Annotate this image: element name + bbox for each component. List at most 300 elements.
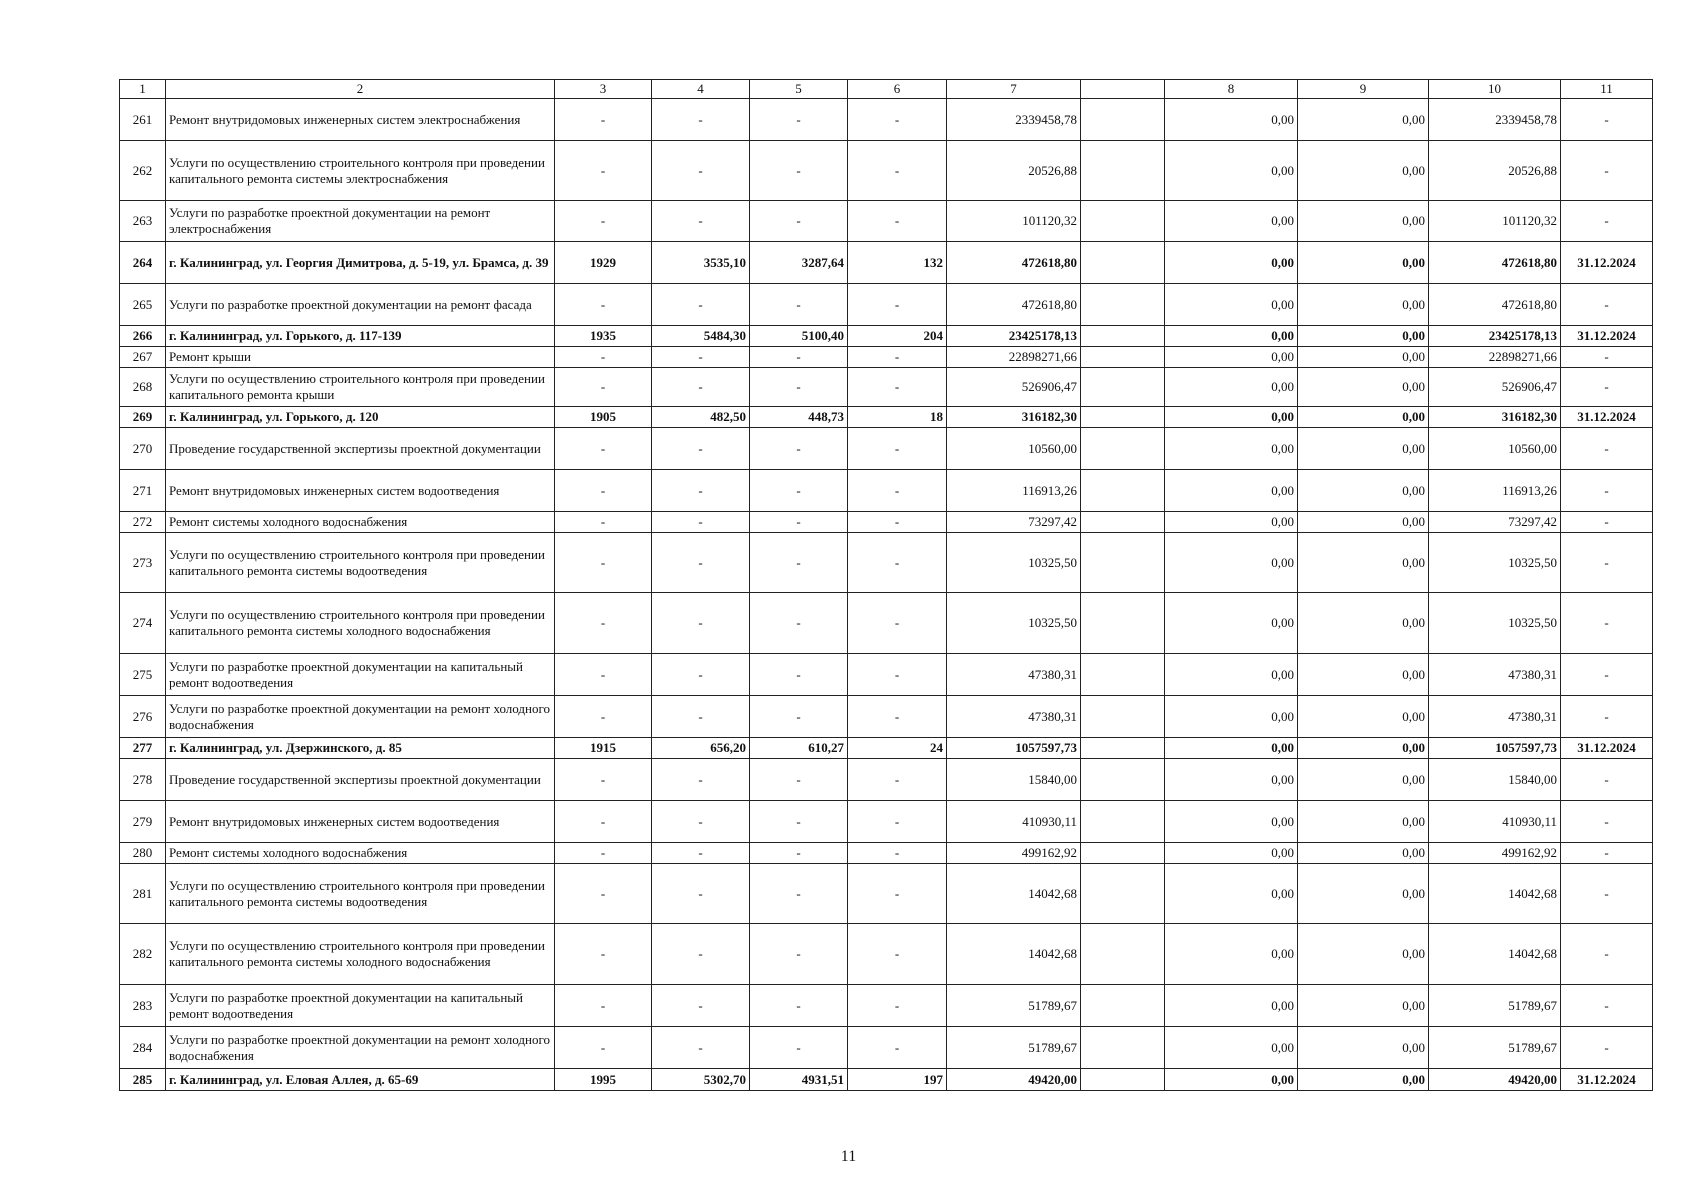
- col5-cell: -: [750, 924, 848, 985]
- col5-cell: -: [750, 593, 848, 654]
- col9-cell: 0,00: [1298, 284, 1429, 326]
- col9-cell: 0,00: [1298, 654, 1429, 696]
- col3-cell: -: [555, 512, 652, 533]
- col3-cell: -: [555, 801, 652, 843]
- table-row: [120, 407, 1653, 428]
- col5-cell: -: [750, 99, 848, 141]
- col4-cell: -: [652, 99, 750, 141]
- col3-cell: -: [555, 347, 652, 368]
- col6-cell: 197: [848, 1069, 947, 1091]
- table-row: [120, 533, 1653, 593]
- col10-cell: 47380,31: [1429, 654, 1561, 696]
- col9-cell: 0,00: [1298, 428, 1429, 470]
- col8-cell: 0,00: [1165, 368, 1298, 407]
- col9-cell: 0,00: [1298, 759, 1429, 801]
- table-row: [120, 1069, 1653, 1091]
- col11-cell: -: [1561, 470, 1653, 512]
- col8-cell: 0,00: [1165, 924, 1298, 985]
- col8-cell: 0,00: [1165, 654, 1298, 696]
- col4-cell: -: [652, 512, 750, 533]
- col8-cell: 0,00: [1165, 864, 1298, 924]
- col11-cell: -: [1561, 801, 1653, 843]
- col11-cell: 31.12.2024: [1561, 1069, 1653, 1091]
- col6-cell: -: [848, 759, 947, 801]
- table-row: [120, 347, 1653, 368]
- col7b-cell: [1081, 1027, 1165, 1069]
- header-cell: [1081, 80, 1165, 99]
- col9-cell: 0,00: [1298, 801, 1429, 843]
- col4-cell: -: [652, 368, 750, 407]
- col10-cell: 14042,68: [1429, 924, 1561, 985]
- description-cell: Ремонт крыши: [166, 347, 555, 368]
- col10-cell: 2339458,78: [1429, 99, 1561, 141]
- header-cell: 2: [166, 80, 555, 99]
- header-cell: 1: [120, 80, 166, 99]
- col6-cell: -: [848, 654, 947, 696]
- col6-cell: -: [848, 985, 947, 1027]
- col7b-cell: [1081, 864, 1165, 924]
- col7-cell: 51789,67: [947, 985, 1081, 1027]
- row-number-cell: 271: [120, 470, 166, 512]
- col7-cell: 526906,47: [947, 368, 1081, 407]
- col4-cell: 482,50: [652, 407, 750, 428]
- table-row: [120, 284, 1653, 326]
- col3-cell: -: [555, 843, 652, 864]
- col11-cell: 31.12.2024: [1561, 407, 1653, 428]
- table-row: [120, 759, 1653, 801]
- row-number-cell: 275: [120, 654, 166, 696]
- table-row: [120, 470, 1653, 512]
- row-number-cell: 264: [120, 242, 166, 284]
- col6-cell: -: [848, 864, 947, 924]
- description-cell: Услуги по осуществлению строительного контроля при проведении капитального ремонта системы холодного водоснабжения: [166, 924, 555, 985]
- table-row: [120, 242, 1653, 284]
- description-cell: Ремонт системы холодного водоснабжения: [166, 512, 555, 533]
- col7-cell: 499162,92: [947, 843, 1081, 864]
- col7b-cell: [1081, 696, 1165, 738]
- row-number-cell: 281: [120, 864, 166, 924]
- col5-cell: -: [750, 428, 848, 470]
- col7-cell: 2339458,78: [947, 99, 1081, 141]
- col4-cell: -: [652, 593, 750, 654]
- description-cell: Услуги по осуществлению строительного контроля при проведении капитального ремонта системы водоотведения: [166, 533, 555, 593]
- row-number-cell: 263: [120, 201, 166, 242]
- col3-cell: -: [555, 368, 652, 407]
- col10-cell: 101120,32: [1429, 201, 1561, 242]
- col11-cell: -: [1561, 99, 1653, 141]
- col6-cell: -: [848, 593, 947, 654]
- col4-cell: -: [652, 284, 750, 326]
- table-row: [120, 924, 1653, 985]
- col9-cell: 0,00: [1298, 347, 1429, 368]
- col6-cell: -: [848, 696, 947, 738]
- table-row: [120, 428, 1653, 470]
- table-row: [120, 201, 1653, 242]
- row-number-cell: 274: [120, 593, 166, 654]
- col11-cell: -: [1561, 512, 1653, 533]
- col8-cell: 0,00: [1165, 512, 1298, 533]
- row-number-cell: 278: [120, 759, 166, 801]
- col3-cell: 1905: [555, 407, 652, 428]
- col5-cell: -: [750, 1027, 848, 1069]
- col7b-cell: [1081, 141, 1165, 201]
- col11-cell: -: [1561, 1027, 1653, 1069]
- description-cell: Ремонт внутридомовых инженерных систем электроснабжения: [166, 99, 555, 141]
- col10-cell: 47380,31: [1429, 696, 1561, 738]
- col6-cell: -: [848, 368, 947, 407]
- col9-cell: 0,00: [1298, 242, 1429, 284]
- col8-cell: 0,00: [1165, 347, 1298, 368]
- col8-cell: 0,00: [1165, 843, 1298, 864]
- row-number-cell: 282: [120, 924, 166, 985]
- col7-cell: 10325,50: [947, 533, 1081, 593]
- col7b-cell: [1081, 533, 1165, 593]
- col9-cell: 0,00: [1298, 533, 1429, 593]
- col5-cell: -: [750, 759, 848, 801]
- col8-cell: 0,00: [1165, 284, 1298, 326]
- description-cell: Услуги по осуществлению строительного контроля при проведении капитального ремонта системы холодного водоснабжения: [166, 593, 555, 654]
- col7b-cell: [1081, 407, 1165, 428]
- col5-cell: -: [750, 470, 848, 512]
- col5-cell: 4931,51: [750, 1069, 848, 1091]
- col7b-cell: [1081, 201, 1165, 242]
- col5-cell: -: [750, 864, 848, 924]
- col7-cell: 23425178,13: [947, 326, 1081, 347]
- col10-cell: 10325,50: [1429, 533, 1561, 593]
- row-number-cell: 261: [120, 99, 166, 141]
- col3-cell: -: [555, 924, 652, 985]
- col4-cell: -: [652, 1027, 750, 1069]
- col3-cell: -: [555, 201, 652, 242]
- col7b-cell: [1081, 428, 1165, 470]
- col7-cell: 49420,00: [947, 1069, 1081, 1091]
- description-cell: г. Калининград, ул. Еловая Аллея, д. 65-69: [166, 1069, 555, 1091]
- table-row: [120, 843, 1653, 864]
- col9-cell: 0,00: [1298, 696, 1429, 738]
- row-number-cell: 279: [120, 801, 166, 843]
- col7-cell: 22898271,66: [947, 347, 1081, 368]
- table-row: [120, 141, 1653, 201]
- col9-cell: 0,00: [1298, 738, 1429, 759]
- col7-cell: 116913,26: [947, 470, 1081, 512]
- col11-cell: -: [1561, 368, 1653, 407]
- row-number-cell: 284: [120, 1027, 166, 1069]
- col9-cell: 0,00: [1298, 201, 1429, 242]
- col7b-cell: [1081, 738, 1165, 759]
- col6-cell: 24: [848, 738, 947, 759]
- col11-cell: -: [1561, 347, 1653, 368]
- col3-cell: 1995: [555, 1069, 652, 1091]
- col10-cell: 472618,80: [1429, 242, 1561, 284]
- col7b-cell: [1081, 843, 1165, 864]
- col10-cell: 20526,88: [1429, 141, 1561, 201]
- col3-cell: -: [555, 985, 652, 1027]
- col6-cell: -: [848, 99, 947, 141]
- col5-cell: -: [750, 696, 848, 738]
- register-table: [119, 79, 1653, 1091]
- table-row: [120, 593, 1653, 654]
- col11-cell: -: [1561, 201, 1653, 242]
- col10-cell: 10560,00: [1429, 428, 1561, 470]
- col7b-cell: [1081, 1069, 1165, 1091]
- col11-cell: 31.12.2024: [1561, 326, 1653, 347]
- col10-cell: 51789,67: [1429, 1027, 1561, 1069]
- description-cell: Услуги по разработке проектной документации на капитальный ремонт водоотведения: [166, 985, 555, 1027]
- col6-cell: -: [848, 512, 947, 533]
- col10-cell: 49420,00: [1429, 1069, 1561, 1091]
- col8-cell: 0,00: [1165, 801, 1298, 843]
- table-row: [120, 985, 1653, 1027]
- col7b-cell: [1081, 985, 1165, 1027]
- col11-cell: -: [1561, 593, 1653, 654]
- col7-cell: 14042,68: [947, 864, 1081, 924]
- col5-cell: -: [750, 201, 848, 242]
- col9-cell: 0,00: [1298, 924, 1429, 985]
- description-cell: Услуги по разработке проектной документации на капитальный ремонт водоотведения: [166, 654, 555, 696]
- description-cell: Услуги по осуществлению строительного контроля при проведении капитального ремонта системы водоотведения: [166, 864, 555, 924]
- description-cell: г. Калининград, ул. Горького, д. 120: [166, 407, 555, 428]
- col3-cell: -: [555, 593, 652, 654]
- col3-cell: -: [555, 141, 652, 201]
- description-cell: Ремонт системы холодного водоснабжения: [166, 843, 555, 864]
- col5-cell: -: [750, 368, 848, 407]
- row-number-cell: 280: [120, 843, 166, 864]
- col4-cell: 5302,70: [652, 1069, 750, 1091]
- row-number-cell: 270: [120, 428, 166, 470]
- row-number-cell: 262: [120, 141, 166, 201]
- col9-cell: 0,00: [1298, 141, 1429, 201]
- table-row: [120, 326, 1653, 347]
- col4-cell: -: [652, 533, 750, 593]
- col3-cell: 1929: [555, 242, 652, 284]
- col5-cell: 3287,64: [750, 242, 848, 284]
- col9-cell: 0,00: [1298, 1069, 1429, 1091]
- description-cell: Услуги по разработке проектной документации на ремонт электроснабжения: [166, 201, 555, 242]
- col9-cell: 0,00: [1298, 1027, 1429, 1069]
- col7-cell: 20526,88: [947, 141, 1081, 201]
- col8-cell: 0,00: [1165, 593, 1298, 654]
- col7-cell: 101120,32: [947, 201, 1081, 242]
- col4-cell: -: [652, 201, 750, 242]
- col7-cell: 316182,30: [947, 407, 1081, 428]
- col11-cell: -: [1561, 428, 1653, 470]
- col11-cell: 31.12.2024: [1561, 242, 1653, 284]
- col5-cell: -: [750, 141, 848, 201]
- header-cell: 5: [750, 80, 848, 99]
- col7b-cell: [1081, 99, 1165, 141]
- col4-cell: -: [652, 141, 750, 201]
- col11-cell: -: [1561, 141, 1653, 201]
- col11-cell: 31.12.2024: [1561, 738, 1653, 759]
- col5-cell: -: [750, 843, 848, 864]
- header-cell: 7: [947, 80, 1081, 99]
- col7-cell: 410930,11: [947, 801, 1081, 843]
- description-cell: Проведение государственной экспертизы проектной документации: [166, 428, 555, 470]
- col8-cell: 0,00: [1165, 99, 1298, 141]
- header-cell: 8: [1165, 80, 1298, 99]
- col7b-cell: [1081, 593, 1165, 654]
- col6-cell: -: [848, 843, 947, 864]
- col4-cell: -: [652, 864, 750, 924]
- col7b-cell: [1081, 801, 1165, 843]
- col4-cell: -: [652, 470, 750, 512]
- col5-cell: -: [750, 284, 848, 326]
- table-row: [120, 738, 1653, 759]
- col9-cell: 0,00: [1298, 864, 1429, 924]
- col4-cell: 5484,30: [652, 326, 750, 347]
- table-row: [120, 801, 1653, 843]
- col3-cell: -: [555, 99, 652, 141]
- table-row: [120, 696, 1653, 738]
- col9-cell: 0,00: [1298, 470, 1429, 512]
- col7-cell: 472618,80: [947, 284, 1081, 326]
- col6-cell: -: [848, 470, 947, 512]
- col9-cell: 0,00: [1298, 593, 1429, 654]
- col4-cell: -: [652, 843, 750, 864]
- col7b-cell: [1081, 759, 1165, 801]
- col8-cell: 0,00: [1165, 985, 1298, 1027]
- header-cell: 4: [652, 80, 750, 99]
- description-cell: Услуги по разработке проектной документации на ремонт фасада: [166, 284, 555, 326]
- table-body: [120, 80, 1653, 1091]
- row-number-cell: 267: [120, 347, 166, 368]
- col4-cell: -: [652, 985, 750, 1027]
- table-row: [120, 1027, 1653, 1069]
- col8-cell: 0,00: [1165, 470, 1298, 512]
- col7b-cell: [1081, 284, 1165, 326]
- description-cell: Проведение государственной экспертизы проектной документации: [166, 759, 555, 801]
- col6-cell: 204: [848, 326, 947, 347]
- page-number: 11: [840, 1148, 857, 1165]
- col9-cell: 0,00: [1298, 985, 1429, 1027]
- row-number-cell: 265: [120, 284, 166, 326]
- description-cell: Ремонт внутридомовых инженерных систем водоотведения: [166, 470, 555, 512]
- col11-cell: -: [1561, 864, 1653, 924]
- col10-cell: 22898271,66: [1429, 347, 1561, 368]
- col3-cell: -: [555, 533, 652, 593]
- col7-cell: 10560,00: [947, 428, 1081, 470]
- col8-cell: 0,00: [1165, 201, 1298, 242]
- col11-cell: -: [1561, 924, 1653, 985]
- col10-cell: 23425178,13: [1429, 326, 1561, 347]
- col8-cell: 0,00: [1165, 533, 1298, 593]
- col9-cell: 0,00: [1298, 843, 1429, 864]
- table-row: [120, 654, 1653, 696]
- description-cell: Услуги по осуществлению строительного контроля при проведении капитального ремонта крыши: [166, 368, 555, 407]
- col6-cell: -: [848, 801, 947, 843]
- row-number-cell: 277: [120, 738, 166, 759]
- col5-cell: -: [750, 347, 848, 368]
- header-cell: 9: [1298, 80, 1429, 99]
- col10-cell: 15840,00: [1429, 759, 1561, 801]
- col7-cell: 15840,00: [947, 759, 1081, 801]
- table-row: [120, 99, 1653, 141]
- row-number-cell: 283: [120, 985, 166, 1027]
- col3-cell: -: [555, 428, 652, 470]
- col5-cell: -: [750, 985, 848, 1027]
- col6-cell: -: [848, 201, 947, 242]
- col7-cell: 10325,50: [947, 593, 1081, 654]
- col11-cell: -: [1561, 284, 1653, 326]
- row-number-cell: 285: [120, 1069, 166, 1091]
- col4-cell: -: [652, 801, 750, 843]
- row-number-cell: 268: [120, 368, 166, 407]
- col7b-cell: [1081, 924, 1165, 985]
- header-cell: 3: [555, 80, 652, 99]
- col10-cell: 499162,92: [1429, 843, 1561, 864]
- row-number-cell: 272: [120, 512, 166, 533]
- col7b-cell: [1081, 347, 1165, 368]
- col9-cell: 0,00: [1298, 368, 1429, 407]
- col7b-cell: [1081, 470, 1165, 512]
- header-cell: 10: [1429, 80, 1561, 99]
- col7b-cell: [1081, 368, 1165, 407]
- col3-cell: -: [555, 1027, 652, 1069]
- col4-cell: -: [652, 696, 750, 738]
- col7-cell: 47380,31: [947, 654, 1081, 696]
- col8-cell: 0,00: [1165, 759, 1298, 801]
- table-row: [120, 512, 1653, 533]
- col3-cell: -: [555, 284, 652, 326]
- description-cell: г. Калининград, ул. Георгия Димитрова, д. 5-19, ул. Брамса, д. 39: [166, 242, 555, 284]
- col8-cell: 0,00: [1165, 407, 1298, 428]
- col4-cell: -: [652, 347, 750, 368]
- col9-cell: 0,00: [1298, 326, 1429, 347]
- description-cell: г. Калининград, ул. Горького, д. 117-139: [166, 326, 555, 347]
- col7b-cell: [1081, 654, 1165, 696]
- col6-cell: -: [848, 141, 947, 201]
- col7-cell: 14042,68: [947, 924, 1081, 985]
- col7-cell: 1057597,73: [947, 738, 1081, 759]
- col3-cell: -: [555, 759, 652, 801]
- col5-cell: -: [750, 801, 848, 843]
- col6-cell: 132: [848, 242, 947, 284]
- col9-cell: 0,00: [1298, 99, 1429, 141]
- col10-cell: 410930,11: [1429, 801, 1561, 843]
- col4-cell: 3535,10: [652, 242, 750, 284]
- col4-cell: -: [652, 428, 750, 470]
- row-number-cell: 273: [120, 533, 166, 593]
- col5-cell: 448,73: [750, 407, 848, 428]
- header-row: [120, 80, 1653, 99]
- col10-cell: 1057597,73: [1429, 738, 1561, 759]
- col6-cell: -: [848, 284, 947, 326]
- col10-cell: 51789,67: [1429, 985, 1561, 1027]
- col6-cell: -: [848, 428, 947, 470]
- col3-cell: 1915: [555, 738, 652, 759]
- col7b-cell: [1081, 326, 1165, 347]
- table-row: [120, 864, 1653, 924]
- description-cell: Услуги по разработке проектной документации на ремонт холодного водоснабжения: [166, 1027, 555, 1069]
- description-cell: Ремонт внутридомовых инженерных систем водоотведения: [166, 801, 555, 843]
- col11-cell: -: [1561, 654, 1653, 696]
- col4-cell: -: [652, 654, 750, 696]
- col6-cell: -: [848, 347, 947, 368]
- description-cell: Услуги по осуществлению строительного контроля при проведении капитального ремонта системы электроснабжения: [166, 141, 555, 201]
- col11-cell: -: [1561, 533, 1653, 593]
- col8-cell: 0,00: [1165, 738, 1298, 759]
- col3-cell: -: [555, 470, 652, 512]
- col8-cell: 0,00: [1165, 326, 1298, 347]
- col5-cell: -: [750, 654, 848, 696]
- row-number-cell: 276: [120, 696, 166, 738]
- col11-cell: -: [1561, 985, 1653, 1027]
- header-cell: 11: [1561, 80, 1653, 99]
- row-number-cell: 266: [120, 326, 166, 347]
- col10-cell: 472618,80: [1429, 284, 1561, 326]
- col3-cell: -: [555, 864, 652, 924]
- col6-cell: -: [848, 1027, 947, 1069]
